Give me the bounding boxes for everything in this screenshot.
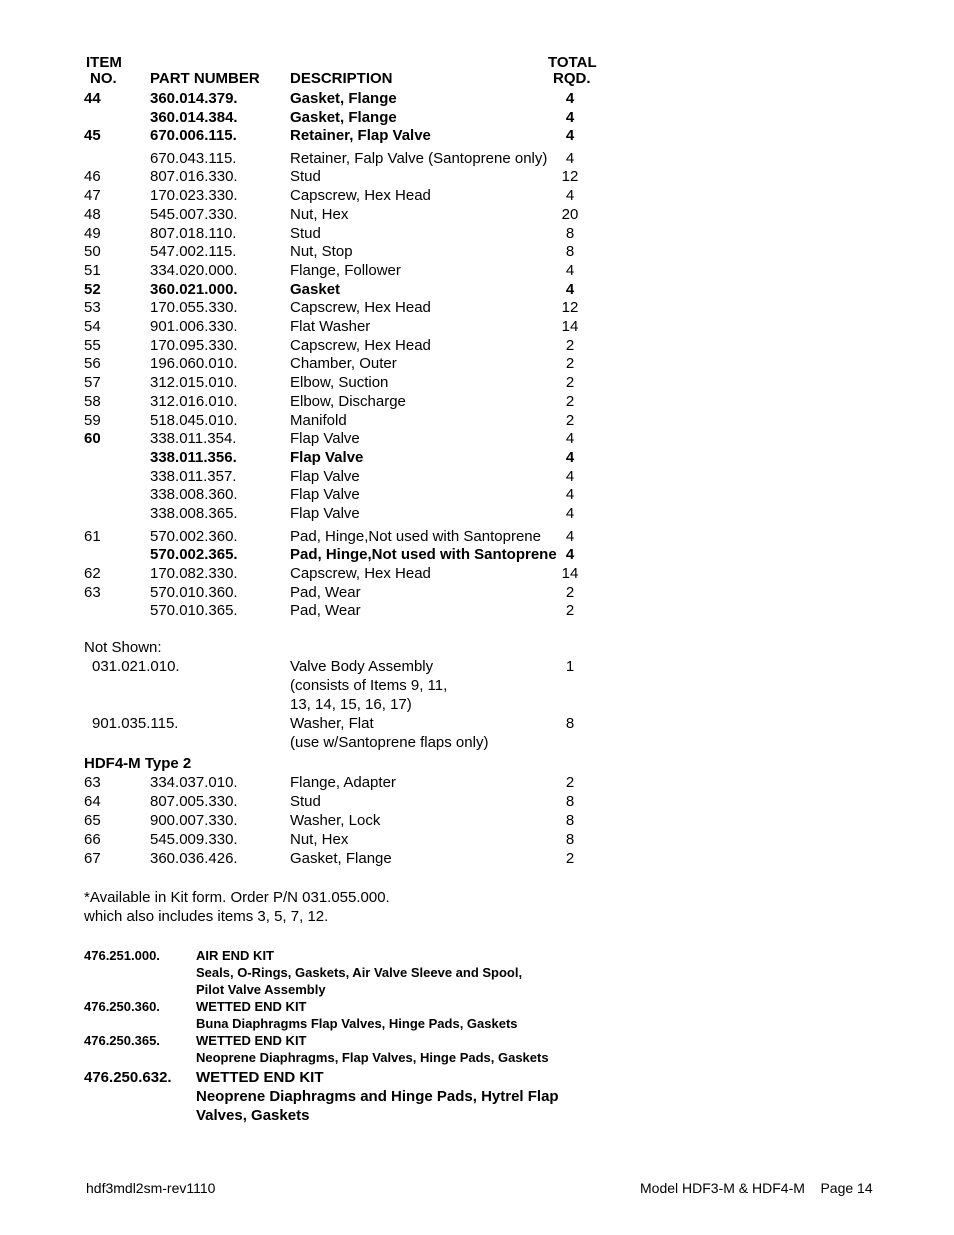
header-description: DESCRIPTION	[290, 70, 393, 87]
type2-row	[0, 773, 954, 792]
not-shown-label: Not Shown:	[84, 639, 162, 656]
kit-part-number: 476.250.360.	[84, 999, 160, 1014]
part-number: 570.002.365.	[150, 546, 238, 563]
kit-contents-line: Buna Diaphragms Flap Valves, Hinge Pads, Gaskets	[196, 1016, 518, 1031]
not-shown-description-line: Valve Body Assembly	[290, 658, 434, 675]
item-number: 54	[84, 318, 101, 335]
kit-name: WETTED END KIT	[196, 1033, 307, 1048]
part-number: 338.011.357.	[150, 468, 237, 485]
part-description: Washer, Lock	[290, 812, 381, 829]
kit-contents-line: Valves, Gaskets	[196, 1107, 310, 1124]
part-number: 170.055.330.	[150, 299, 238, 316]
item-number: 52	[84, 281, 101, 298]
quantity-required: 2	[565, 774, 575, 791]
not-shown-part-number: 031.021.010.	[92, 658, 180, 675]
part-number: 807.016.330.	[150, 168, 238, 185]
quantity-required: 4	[565, 528, 575, 545]
part-number: 360.036.426.	[150, 850, 238, 867]
not-shown-description-line: (use w/Santoprene flaps only)	[290, 734, 489, 751]
quantity-required: 8	[565, 831, 575, 848]
quantity-required: 14	[561, 565, 579, 582]
part-row	[0, 205, 954, 224]
header-item-line1: ITEM	[86, 54, 122, 71]
quantity-required: 4	[565, 150, 575, 167]
type2-row	[0, 811, 954, 830]
quantity-required: 2	[565, 602, 575, 619]
part-number: 807.018.110.	[150, 225, 237, 242]
not-shown-description-line: Washer, Flat	[290, 715, 374, 732]
part-description: Capscrew, Hex Head	[290, 337, 431, 354]
quantity-required: 2	[565, 374, 575, 391]
quantity-required: 4	[565, 262, 575, 279]
part-number: 807.005.330.	[150, 793, 238, 810]
footer-doc-id: hdf3mdl2sm-rev1110	[86, 1180, 216, 1196]
quantity-required: 4	[565, 127, 575, 144]
kit-note-line1: *Available in Kit form. Order P/N 031.055.000.	[84, 889, 390, 906]
part-row	[0, 485, 954, 504]
part-row	[0, 448, 954, 467]
item-number: 46	[84, 168, 101, 185]
part-description: Flap Valve	[290, 505, 360, 522]
item-number: 50	[84, 243, 101, 260]
item-number: 66	[84, 831, 101, 848]
quantity-required: 4	[565, 281, 575, 298]
part-row	[0, 186, 954, 205]
quantity-required: 4	[565, 486, 575, 503]
part-row	[0, 89, 954, 108]
type2-heading: HDF4-M Type 2	[84, 755, 192, 772]
not-shown-description-line: 13, 14, 15, 16, 17)	[290, 696, 412, 713]
quantity-required: 12	[561, 168, 579, 185]
part-description: Capscrew, Hex Head	[290, 187, 431, 204]
part-description: Gasket, Flange	[290, 90, 397, 107]
part-description: Elbow, Suction	[290, 374, 389, 391]
part-number: 196.060.010.	[150, 355, 238, 372]
item-number: 45	[84, 127, 101, 144]
quantity-required: 2	[565, 393, 575, 410]
not-shown-description-line: (consists of Items 9, 11,	[290, 677, 448, 694]
type2-row	[0, 830, 954, 849]
part-row	[0, 564, 954, 583]
item-number: 44	[84, 90, 101, 107]
kit-name: AIR END KIT	[196, 948, 274, 963]
part-number: 334.037.010.	[150, 774, 238, 791]
part-row	[0, 504, 954, 523]
part-description: Chamber, Outer	[290, 355, 397, 372]
part-row	[0, 354, 954, 373]
quantity-required: 4	[565, 109, 575, 126]
part-description: Retainer, Flap Valve	[290, 127, 431, 144]
part-number: 338.011.354.	[150, 430, 237, 447]
part-number: 360.014.384.	[150, 109, 238, 126]
not-shown-quantity: 8	[565, 715, 575, 732]
part-description: Stud	[290, 793, 321, 810]
type2-row	[0, 849, 954, 868]
part-number: 360.014.379.	[150, 90, 238, 107]
part-number: 547.002.115.	[150, 243, 237, 260]
part-description: Gasket	[290, 281, 341, 298]
part-description: Flap Valve	[290, 449, 364, 466]
item-number: 57	[84, 374, 101, 391]
part-number: 670.043.115.	[150, 150, 237, 167]
item-number: 61	[84, 528, 101, 545]
part-row	[0, 411, 954, 430]
part-row	[0, 224, 954, 243]
part-description: Flap Valve	[290, 486, 360, 503]
kit-part-number: 476.251.000.	[84, 948, 160, 963]
part-description: Gasket, Flange	[290, 109, 397, 126]
quantity-required: 4	[565, 505, 575, 522]
part-number: 312.016.010.	[150, 393, 238, 410]
part-number: 901.006.330.	[150, 318, 238, 335]
part-description: Stud	[290, 168, 321, 185]
not-shown-quantity: 1	[565, 658, 575, 675]
part-description: Nut, Stop	[290, 243, 353, 260]
part-description: Flap Valve	[290, 468, 360, 485]
item-number: 53	[84, 299, 101, 316]
quantity-required: 8	[565, 243, 575, 260]
part-number: 170.023.330.	[150, 187, 238, 204]
item-number: 63	[84, 584, 101, 601]
item-number: 64	[84, 793, 101, 810]
quantity-required: 8	[565, 793, 575, 810]
part-description: Flap Valve	[290, 430, 360, 447]
part-number: 570.010.365.	[150, 602, 238, 619]
item-number: 51	[84, 262, 101, 279]
kit-contents-line: Seals, O-Rings, Gaskets, Air Valve Sleeve and Spool,	[196, 965, 523, 980]
item-number: 62	[84, 565, 101, 582]
part-description: Flat Washer	[290, 318, 371, 335]
quantity-required: 8	[565, 812, 575, 829]
part-description: Pad, Wear	[290, 602, 361, 619]
part-description: Elbow, Discharge	[290, 393, 406, 410]
part-row	[0, 126, 954, 145]
part-row	[0, 242, 954, 261]
part-row	[0, 167, 954, 186]
part-row	[0, 336, 954, 355]
header-part-number: PART NUMBER	[150, 70, 260, 87]
part-row	[0, 373, 954, 392]
quantity-required: 8	[565, 225, 575, 242]
part-number: 570.002.360.	[150, 528, 238, 545]
part-number: 338.008.365.	[150, 505, 238, 522]
item-number: 56	[84, 355, 101, 372]
quantity-required: 2	[565, 337, 575, 354]
part-row	[0, 280, 954, 299]
part-description: Flange, Adapter	[290, 774, 396, 791]
quantity-required: 2	[565, 412, 575, 429]
kit-name: WETTED END KIT	[196, 1069, 324, 1086]
part-description: Pad, Wear	[290, 584, 361, 601]
footer-page-label: Model HDF3-M & HDF4-M Page 14	[640, 1180, 873, 1196]
part-number: 338.011.356.	[150, 449, 237, 466]
part-description: Capscrew, Hex Head	[290, 299, 431, 316]
part-description: Flange, Follower	[290, 262, 401, 279]
type2-row	[0, 792, 954, 811]
item-number: 48	[84, 206, 101, 223]
item-number: 47	[84, 187, 101, 204]
quantity-required: 4	[565, 546, 575, 563]
part-row	[0, 545, 954, 564]
quantity-required: 20	[561, 206, 579, 223]
part-description: Pad, Hinge,Not used with Santoprene	[290, 546, 557, 563]
part-number: 900.007.330.	[150, 812, 238, 829]
kit-part-number: 476.250.632.	[84, 1069, 172, 1086]
part-row	[0, 429, 954, 448]
kit-contents-line: Pilot Valve Assembly	[196, 982, 326, 997]
part-description: Stud	[290, 225, 321, 242]
kit-contents-line: Neoprene Diaphragms and Hinge Pads, Hytrel Flap	[196, 1088, 559, 1105]
part-description: Manifold	[290, 412, 347, 429]
part-row	[0, 261, 954, 280]
header-total-line2: RQD.	[553, 70, 591, 87]
part-number: 312.015.010.	[150, 374, 238, 391]
item-number: 49	[84, 225, 101, 242]
item-number: 58	[84, 393, 101, 410]
part-number: 360.021.000.	[150, 281, 238, 298]
quantity-required: 14	[561, 318, 579, 335]
kit-part-number: 476.250.365.	[84, 1033, 160, 1048]
item-number: 55	[84, 337, 101, 354]
part-row	[0, 527, 954, 546]
quantity-required: 4	[565, 449, 575, 466]
part-number: 518.045.010.	[150, 412, 238, 429]
part-number: 545.009.330.	[150, 831, 238, 848]
not-shown-part-number: 901.035.115.	[92, 715, 179, 732]
part-description: Retainer, Falp Valve (Santoprene only)	[290, 150, 548, 167]
part-description: Pad, Hinge,Not used with Santoprene	[290, 528, 541, 545]
quantity-required: 2	[565, 355, 575, 372]
part-number: 570.010.360.	[150, 584, 238, 601]
item-number: 63	[84, 774, 101, 791]
kit-note-line2: which also includes items 3, 5, 7, 12.	[84, 908, 329, 925]
part-number: 334.020.000.	[150, 262, 238, 279]
header-item-line2: NO.	[90, 70, 117, 87]
part-row	[0, 298, 954, 317]
quantity-required: 4	[565, 468, 575, 485]
part-number: 545.007.330.	[150, 206, 238, 223]
part-row	[0, 108, 954, 127]
part-row	[0, 583, 954, 602]
part-description: Capscrew, Hex Head	[290, 565, 431, 582]
header-total-line1: TOTAL	[548, 54, 597, 71]
part-row	[0, 601, 954, 620]
part-row	[0, 317, 954, 336]
kit-contents-line: Neoprene Diaphragms, Flap Valves, Hinge Pads, Gaskets	[196, 1050, 549, 1065]
quantity-required: 12	[561, 299, 579, 316]
item-number: 59	[84, 412, 101, 429]
quantity-required: 2	[565, 584, 575, 601]
part-number: 338.008.360.	[150, 486, 238, 503]
quantity-required: 2	[565, 850, 575, 867]
item-number: 67	[84, 850, 101, 867]
part-number: 170.082.330.	[150, 565, 238, 582]
item-number: 60	[84, 430, 101, 447]
part-description: Nut, Hex	[290, 206, 349, 223]
quantity-required: 4	[565, 90, 575, 107]
part-row	[0, 392, 954, 411]
part-row	[0, 149, 954, 168]
quantity-required: 4	[565, 430, 575, 447]
part-description: Gasket, Flange	[290, 850, 392, 867]
kit-name: WETTED END KIT	[196, 999, 307, 1014]
item-number: 65	[84, 812, 101, 829]
quantity-required: 4	[565, 187, 575, 204]
part-description: Nut, Hex	[290, 831, 349, 848]
part-number: 670.006.115.	[150, 127, 237, 144]
part-row	[0, 467, 954, 486]
part-number: 170.095.330.	[150, 337, 238, 354]
